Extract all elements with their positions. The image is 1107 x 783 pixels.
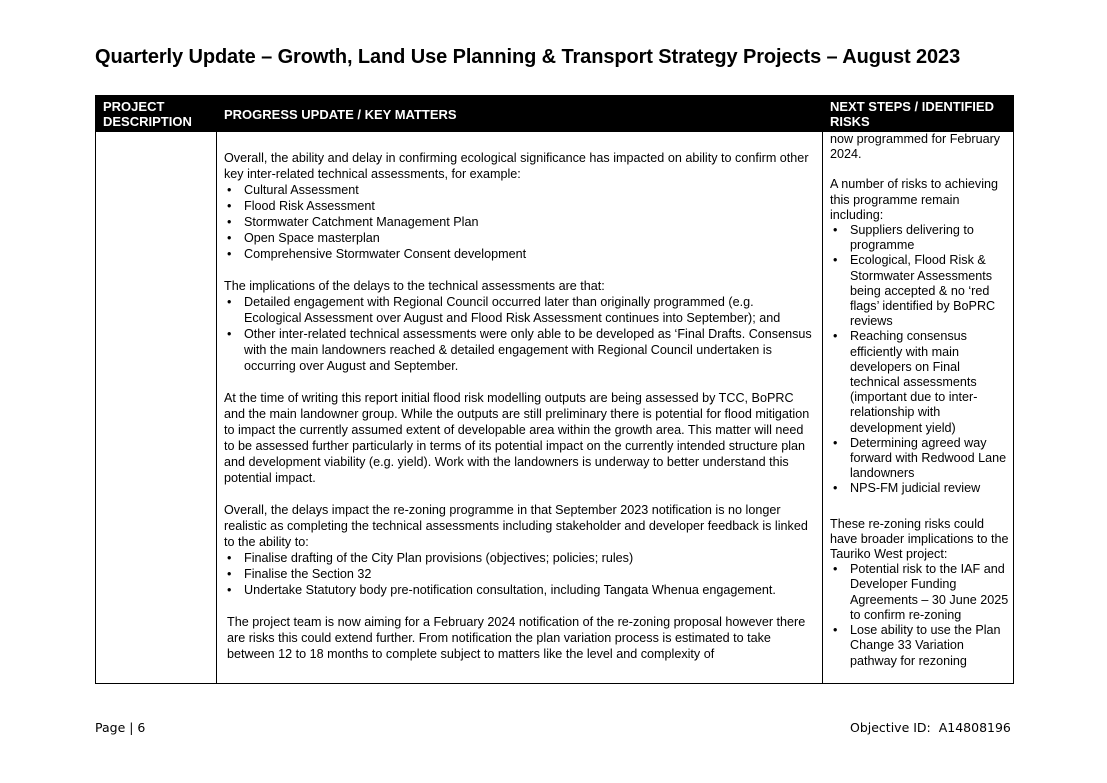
table-header <box>96 96 1013 132</box>
list-item: • Potential risk to the IAF and Developer Funding Agreements – 30 June 2025 to confirm re-zoning <box>830 562 1010 623</box>
implications-list <box>224 294 814 374</box>
progress-paragraph: Overall, the ability and delay in confirming ecological significance has impacted on ability to confirm other key inter-related technical assessments, for example: <box>224 151 809 181</box>
list-item: • Undertake Statutory body pre-notification consultation, including Tangata Whenua engagement. <box>224 582 814 598</box>
page-number: Page | 6 <box>95 720 146 735</box>
progress-paragraph: The project team is now aiming for a February 2024 notification of the re-zoning proposal however there are risks this could extend further. From notification the plan variation process is estimated to take between 12 to 18 months to complete subject to matters like the level and complexity of <box>227 615 806 661</box>
header-project-description: PROJECT DESCRIPTION <box>103 99 192 129</box>
column-divider <box>822 96 823 683</box>
header-progress-update: PROGRESS UPDATE / KEY MATTERS <box>224 107 457 122</box>
list-item: • Detailed engagement with Regional Council occurred later than originally programmed (e.g. Ecological Assessment over August and Flood Risk Assessment continues into September); and <box>224 294 814 326</box>
next-paragraph: A number of risks to achieving this programme remain including: <box>830 177 998 222</box>
progress-paragraph: The implications of the delays to the technical assessments are that: <box>224 279 605 293</box>
list-item: • Ecological, Flood Risk & Stormwater Assessments being accepted & no ‘red flags’ identified by BoPRC reviews <box>830 253 1010 329</box>
next-paragraph: now programmed for February 2024. <box>830 132 1001 162</box>
progress-paragraph: Overall, the delays impact the re-zoning programme in that September 2023 notification is no longer realistic as completing the technical assessments including stakeholder and developer feedback is linked to the ability to: <box>224 503 808 549</box>
tasks-list <box>224 550 814 598</box>
list-item: • Other inter-related technical assessments were only able to be developed as ‘Final Drafts. Consensus with the main landowners reached & detailed engagement with Regional Council undertaken is occurring over August and September. <box>224 326 814 374</box>
assessment-list <box>224 182 814 262</box>
list-item: • Open Space masterplan <box>224 230 814 246</box>
list-item: • Finalise the Section 32 <box>224 566 814 582</box>
risks-list <box>830 223 1010 497</box>
next-paragraph: These re-zoning risks could have broader implications to the Tauriko West project: <box>830 516 1009 562</box>
progress-paragraph: At the time of writing this report initial flood risk modelling outputs are being assessed by TCC, BoPRC and the main landowner group. While the outputs are still preliminary there is potential for flood mitigation to impact the currently assumed extent of developable area within the growth area. This matter will need to be assessed further particularly in terms of its potential impact on the currently intended structure plan and development viability (e.g. yield). Work with the landowners is underway to better understand this potential impact. <box>224 391 810 485</box>
objective-id: Objective ID: A14808196 <box>850 720 1011 735</box>
update-table <box>95 95 1014 684</box>
list-item: • Reaching consensus efficiently with main developers on Final technical assessments (important due to inter-relationship with development yield) <box>830 329 1010 435</box>
next-steps-column <box>830 132 1010 669</box>
column-divider <box>216 96 217 683</box>
page-title: Quarterly Update – Growth, Land Use Planning & Transport Strategy Projects – August 2023 <box>95 46 961 68</box>
list-item: • Suppliers delivering to programme <box>830 223 1010 253</box>
header-next-steps: NEXT STEPS / IDENTIFIED RISKS <box>830 99 994 129</box>
list-item: • Determining agreed way forward with Redwood Lane landowners <box>830 436 1010 482</box>
implications-list <box>830 562 1010 668</box>
list-item: • Comprehensive Stormwater Consent development <box>224 246 814 262</box>
list-item: • Stormwater Catchment Management Plan <box>224 214 814 230</box>
list-item: • Lose ability to use the Plan Change 33 Variation pathway for rezoning <box>830 623 1010 669</box>
list-item: • NPS-FM judicial review <box>830 481 1010 496</box>
list-item: • Finalise drafting of the City Plan provisions (objectives; policies; rules) <box>224 550 814 566</box>
progress-column <box>224 132 814 662</box>
list-item: • Flood Risk Assessment <box>224 198 814 214</box>
list-item: • Cultural Assessment <box>224 182 814 198</box>
